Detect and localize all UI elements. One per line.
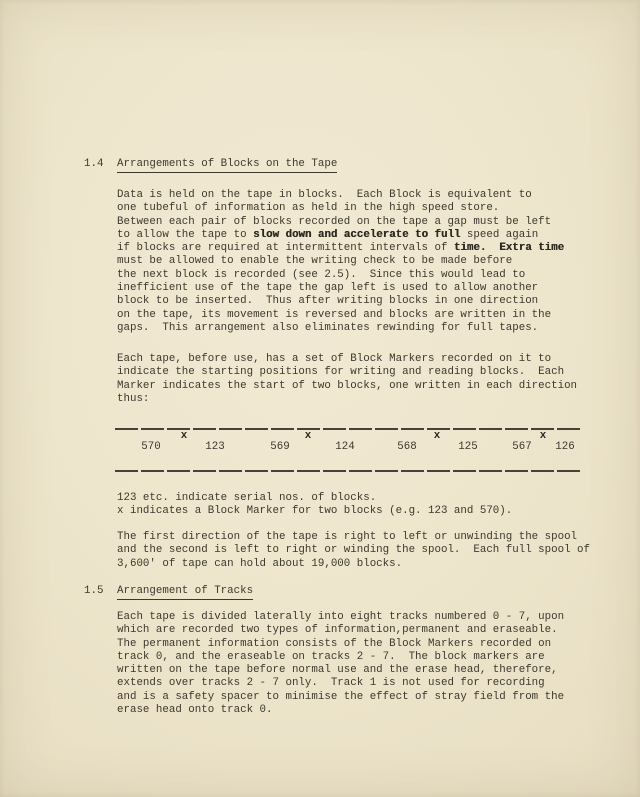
block-serial-number: 125 <box>458 441 478 453</box>
text-line: x indicates a Block Marker for two blocks (e.g. 123 and 570). <box>117 505 513 518</box>
section-number-1-5: 1.5 <box>84 585 104 597</box>
text-line: The permanent information consists of the Block Markers recorded on <box>117 637 552 650</box>
paragraph-tracks <box>117 611 564 717</box>
block-serial-number: 569 <box>270 441 290 453</box>
text-line: and the second is left to right or winding the spool. Each full spool of <box>117 544 590 557</box>
section-title-1-4: Arrangements of Blocks on the Tape <box>117 158 337 173</box>
text-line: erase head onto track 0. <box>117 704 273 717</box>
text-line: which are recorded two types of information,permanent and eraseable. <box>117 624 558 637</box>
text-line: extends over tracks 2 - 7 only. Track 1 is not used for recording <box>117 677 545 690</box>
text-line: Data is held on the tape in blocks. Each Block is equivalent to <box>117 189 532 201</box>
text-line: the next block is recorded (see 2.5). Since this would lead to <box>117 268 526 281</box>
text-line: one tubeful of information as held in the high speed store. <box>117 202 500 215</box>
text-line: if blocks are required at intermittent intervals of time. Extra time <box>117 242 565 255</box>
block-marker-x: x <box>180 430 188 442</box>
text-line: track 0, and the eraseable on tracks 2 - 7. The block markers are <box>117 650 545 663</box>
paragraph-blocks-intro <box>117 189 564 335</box>
section-title-1-5: Arrangement of Tracks <box>117 585 253 600</box>
text-line: gaps. This arrangement also eliminates rewinding for full tapes. <box>117 321 539 334</box>
diagram-legend <box>117 492 512 519</box>
text-line: block to be inserted. Thus after writing blocks in one direction <box>117 295 539 308</box>
block-serial-number: 123 <box>205 441 225 453</box>
paragraph-tape-direction <box>117 531 590 571</box>
text-line: indicate the starting positions for writing and reading blocks. Each <box>117 366 565 379</box>
tape-diagram <box>115 424 583 476</box>
text-line: thus: <box>117 392 150 405</box>
text-line: The first direction of the tape is right to left or unwinding the spool <box>117 531 578 543</box>
text-line: Each tape is divided laterally into eight tracks numbered 0 - 7, upon <box>117 611 565 623</box>
text-line: Between each pair of blocks recorded on the tape a gap must be left <box>117 215 552 228</box>
block-serial-number: 124 <box>335 441 355 453</box>
text-line: Marker indicates the start of two blocks, one written in each direction <box>117 379 578 392</box>
text-line: on the tape, its movement is reversed and blocks are written in the <box>117 308 552 321</box>
paragraph-block-markers <box>117 353 577 406</box>
block-serial-number: 570 <box>141 441 161 453</box>
tape-bottom-edge-line <box>115 470 583 472</box>
text-line: inefficient use of the tape the gap left is used to allow another <box>117 282 539 295</box>
text-line: and is a safety spacer to minimise the effect of stray field from the <box>117 690 565 703</box>
text-line: to allow the tape to slow down and accelerate to full speed again <box>117 228 539 241</box>
text-line: 123 etc. indicate serial nos. of blocks. <box>117 492 377 504</box>
section-number-1-4: 1.4 <box>84 158 104 170</box>
text-line: written on the tape before normal use and the erase head, therefore, <box>117 664 558 677</box>
block-marker-x: x <box>433 430 441 442</box>
section-heading-1-4 <box>84 158 337 173</box>
block-serial-number: 567 <box>512 441 532 453</box>
text-line: Each tape, before use, has a set of Block Markers recorded on it to <box>117 353 552 365</box>
text-line: 3,600' of tape can hold about 19,000 blocks. <box>117 557 403 570</box>
block-serial-number: 568 <box>397 441 417 453</box>
block-marker-x: x <box>539 430 547 442</box>
text-line: must be allowed to enable the writing check to be made before <box>117 255 513 268</box>
block-serial-number: 126 <box>555 441 575 453</box>
section-heading-1-5 <box>84 585 253 600</box>
block-marker-x: x <box>304 430 312 442</box>
